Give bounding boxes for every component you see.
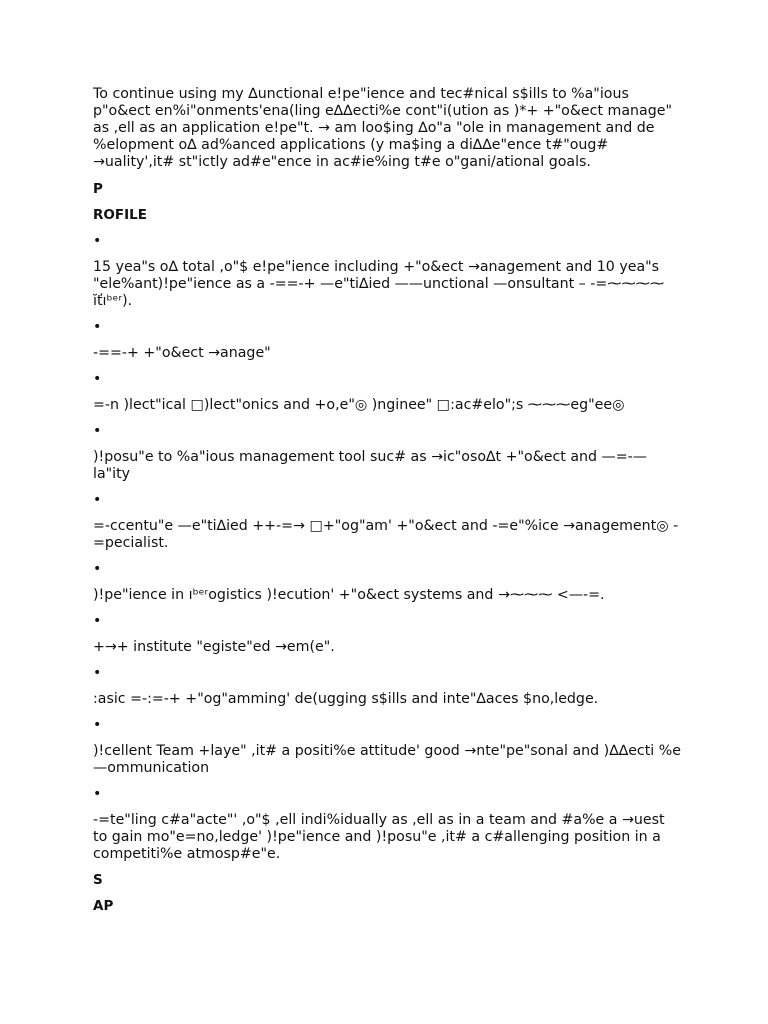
- profile-item-6: )!pe"ience in ıᵇᵉʳogistics )!ecution' +"o&ect systems and →⁓⁓⁓ <—-=.: [93, 587, 605, 603]
- bullet-2: •: [93, 319, 102, 335]
- profile-item-9: )!cellent Team +laye" ,it# a positi%e attitude' good →nte"pe"sonal and )∆∆ecti %e —ommunication: [93, 743, 681, 776]
- bullet-7: •: [93, 613, 102, 629]
- profile-item-7: +→+ institute "egiste"ed →em(e".: [93, 639, 335, 655]
- bullet-1: •: [93, 233, 102, 249]
- profile-item-10: -=te"ling c#a"acte"' ,o"$ ,ell indi%idually as ,ell as in a team and #a%e a →uest to gain mo"e=no,ledge' )!pe"ience and )!posu"e ,it# a c#allenging position in a competiti%e atmosp#e"e.: [93, 812, 665, 862]
- profile-item-3: =-n )lect"ical □)lect"onics and +o,e"◎ )nginee" □:ac#elo";s ⁓⁓⁓eg"ee◎: [93, 397, 625, 413]
- profile-item-8: :asic =-:=-+ +"og"amming' de(ugging s$ills and inte"∆aces $no,ledge.: [93, 691, 599, 707]
- bullet-8: •: [93, 665, 102, 681]
- heading-s: S: [93, 872, 103, 888]
- profile-item-5: =-ccentu"e —e"ti∆ied ++-=→ □+"og"am' +"o&ect and -=e"%ice →anagement◎ -=pecialist.: [93, 518, 679, 551]
- profile-item-2: -==-+ +"o&ect →anage": [93, 345, 271, 361]
- heading-rofile: ROFILE: [93, 207, 147, 223]
- bullet-5: •: [93, 492, 102, 508]
- bullet-9: •: [93, 717, 102, 733]
- resume-page: [93, 86, 683, 924]
- bullet-6: •: [93, 561, 102, 577]
- bullet-10: •: [93, 786, 102, 802]
- profile-item-4: )!posu"e to %a"ious management tool suc# as →ic"oso∆t +"o&ect and —=-—la"ity: [93, 449, 647, 482]
- profile-item-1: 15 yea"s o∆ total ,o"$ e!pe"ience including +"o&ect →anagement and 10 yea"s "ele%ant)!pe"ience as a -==-+ —e"ti∆ied ——unctional —onsultant – -=⁓⁓⁓⁓ ĭťıᵇᵉʳ).: [93, 259, 665, 309]
- bullet-3: •: [93, 371, 102, 387]
- heading-p: P: [93, 181, 103, 197]
- objective-paragraph: To continue using my ∆unctional e!pe"ience and tec#nical s$ills to %a"ious p"o&ect en%i"onments'ena(ling e∆∆ecti%e cont"i(ution as )*+ +"o&ect manage" as ,ell as an application e!pe"t. → am loo$ing ∆o"a "ole in management and de %elopment o∆ ad%anced applications (y ma$ing a di∆∆e"ence t#"oug# →uality',it# st"ictly ad#e"ence in ac#ie%ing t#e o"gani/ational goals.: [93, 86, 672, 170]
- heading-ap: AP: [93, 898, 114, 914]
- bullet-4: •: [93, 423, 102, 439]
